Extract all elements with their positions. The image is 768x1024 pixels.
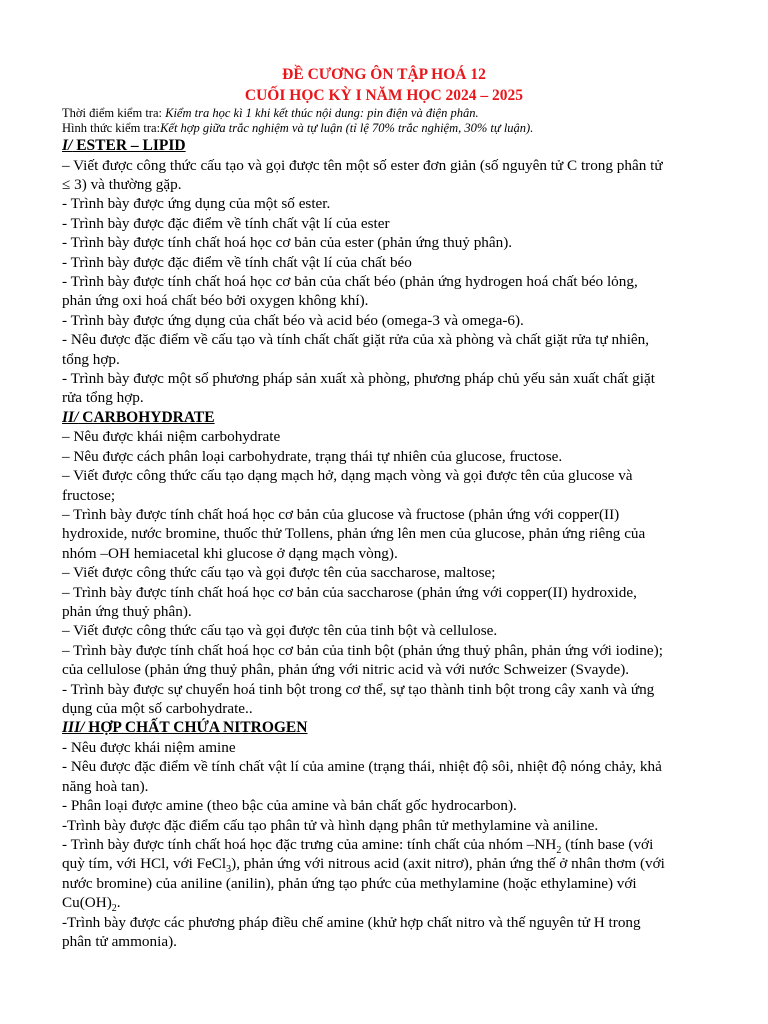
section-title: ESTER – LIPID bbox=[72, 137, 186, 154]
text-line: dụng của một số carbohydrate.. bbox=[62, 699, 253, 717]
section-body-nitrogen bbox=[62, 738, 706, 951]
exam-time-label: Thời điểm kiểm tra: bbox=[62, 106, 166, 120]
document-title-line2: CUỐI HỌC KỲ I NĂM HỌC 2024 – 2025 bbox=[244, 87, 524, 104]
text-line: của cellulose (phản ứng thuỷ phân, phản ứng với nitric acid và với nước Schweizer (Svayde). bbox=[62, 661, 630, 679]
section-heading-ester bbox=[62, 136, 706, 156]
text-line: – Viết được công thức cấu tạo và gọi được tên của tinh bột và cellulose. bbox=[62, 622, 498, 640]
subscript: 2 bbox=[111, 903, 117, 915]
exam-time-line bbox=[62, 106, 706, 121]
exam-form-line bbox=[62, 121, 706, 136]
subscript: 2 bbox=[556, 844, 562, 856]
text-line: - Trình bày được ứng dụng của chất béo và acid béo (omega-3 và omega-6). bbox=[62, 311, 524, 329]
text-line: nước bromine) của aniline (anilin), phản ứng tạo phức của methylamine (hoặc ethylamine) với bbox=[62, 874, 637, 892]
text-line: năng hoà tan). bbox=[62, 777, 149, 795]
text-line: hydroxide, nước bromine, thuốc thử Tollens, phản ứng lên men của glucose, phản ứng riêng của bbox=[62, 525, 646, 543]
text-line: ≤ 3) và thường gặp. bbox=[62, 175, 182, 193]
text-line-cuoh2 bbox=[62, 893, 706, 915]
text-segment: (tính base (với bbox=[561, 835, 654, 853]
section-heading-carbohydrate bbox=[62, 408, 706, 428]
text-line: – Trình bày được tính chất hoá học cơ bản của saccharose (phản ứng với copper(II) hydroxide, bbox=[62, 583, 637, 601]
section-roman: II/ bbox=[62, 408, 79, 426]
text-segment: . bbox=[116, 894, 121, 912]
text-line: phản ứng oxi hoá chất béo bởi oxygen không khí). bbox=[62, 292, 369, 310]
text-line: tổng hợp. bbox=[62, 350, 120, 368]
text-line: - Trình bày được ứng dụng của một số ester. bbox=[62, 195, 331, 213]
text-line: - Nêu được đặc điểm về tính chất vật lí của amine (trạng thái, nhiệt độ sôi, nhiệt độ nóng chảy, khả bbox=[62, 758, 662, 776]
text-line: phân tử ammonia). bbox=[62, 932, 177, 950]
text-line: phản ứng thuỷ phân). bbox=[62, 602, 192, 620]
text-line: - Trình bày được đặc điểm về tính chất vật lí của chất béo bbox=[62, 253, 412, 271]
text-line: -Trình bày được đặc điểm cấu tạo phân tử và hình dạng phân tử methylamine và aniline. bbox=[62, 816, 599, 834]
text-segment: - Trình bày được tính chất hoá học đặc trưng của amine: tính chất của nhóm –NH bbox=[62, 835, 557, 853]
section-heading-nitrogen bbox=[62, 718, 706, 738]
text-segment: quỳ tím, với HCl, với FeCl bbox=[62, 855, 227, 873]
text-line-nh2 bbox=[62, 835, 706, 854]
text-line: – Viết được công thức cấu tạo và gọi được tên một số ester đơn giản (số nguyên tử C trong phân tử bbox=[62, 156, 663, 174]
text-line: - Trình bày được đặc điểm về tính chất vật lí của ester bbox=[62, 214, 390, 232]
section-title: HỢP CHẤT CHỨA NITROGEN bbox=[84, 719, 308, 737]
document-title-line1: ĐỀ CƯƠNG ÔN TẬP HOÁ 12 bbox=[282, 66, 486, 83]
text-line: nhóm –OH hemiacetal khi glucose ở dạng mạch vòng). bbox=[62, 544, 398, 562]
section-roman: III/ bbox=[62, 719, 85, 737]
text-line: – Nêu được cách phân loại carbohydrate, trạng thái tự nhiên của glucose, fructose. bbox=[62, 447, 563, 465]
text-line: -Trình bày được các phương pháp điều chế amine (khử hợp chất nitro và thế nguyên tử H trong bbox=[62, 913, 641, 931]
text-line: – Viết được công thức cấu tạo và gọi được tên của saccharose, maltose; bbox=[62, 564, 496, 582]
text-line: - Trình bày được một số phương pháp sản xuất xà phòng, phương pháp chủ yếu sản xuất chất giặt bbox=[62, 369, 655, 387]
text-line: – Nêu được khái niệm carbohydrate bbox=[62, 428, 281, 446]
text-line: - Trình bày được tính chất hoá học cơ bản của ester (phản ứng thuỷ phân). bbox=[62, 234, 513, 252]
text-line: fructose; bbox=[62, 486, 116, 504]
text-line: rửa tổng hợp. bbox=[62, 389, 144, 407]
text-line-fecl3 bbox=[62, 854, 706, 876]
subscript: 3 bbox=[226, 864, 232, 876]
section-roman: I/ bbox=[62, 137, 73, 154]
text-line: - Trình bày được tính chất hoá học cơ bản của chất béo (phản ứng hydrogen hoá chất béo lỏng, bbox=[62, 272, 638, 290]
section-title: CARBOHYDRATE bbox=[78, 408, 215, 426]
text-line: – Viết được công thức cấu tạo dạng mạch hở, dạng mạch vòng và gọi được tên của glucose và bbox=[62, 467, 633, 485]
exam-time-value: Kiểm tra học kì 1 khi kết thúc nội dung: pin điện và điện phân. bbox=[165, 106, 479, 120]
exam-form-value: Kết hợp giữa trắc nghiệm và tự luận (tỉ lệ 70% trắc nghiệm, 30% tự luận). bbox=[160, 121, 534, 135]
text-line: – Trình bày được tính chất hoá học cơ bản của tinh bột (phản ứng thuỷ phân, phản ứng với iodine); bbox=[62, 641, 663, 659]
text-line: - Phân loại được amine (theo bậc của amine và bản chất gốc hydrocarbon). bbox=[62, 797, 517, 815]
section-body-carbohydrate bbox=[62, 427, 706, 718]
text-line: - Nêu được khái niệm amine bbox=[62, 738, 236, 756]
text-line: - Trình bày được sự chuyển hoá tinh bột trong cơ thể, sự tạo thành tinh bột trong cây xanh và ứng bbox=[62, 680, 655, 698]
text-line: – Trình bày được tính chất hoá học cơ bản của glucose và fructose (phản ứng với copper(II) bbox=[62, 505, 620, 523]
text-line: - Nêu được đặc điểm về cấu tạo và tính chất chất giặt rửa của xà phòng và chất giặt rửa tự nhiên, bbox=[62, 331, 650, 349]
section-body-ester bbox=[62, 156, 706, 408]
exam-form-label: Hình thức kiểm tra: bbox=[62, 121, 161, 135]
text-segment: ), phản ứng với nitrous acid (axit nitrơ), phản ứng thế ở nhân thơm (với bbox=[231, 855, 665, 873]
text-segment: Cu(OH) bbox=[62, 894, 112, 912]
